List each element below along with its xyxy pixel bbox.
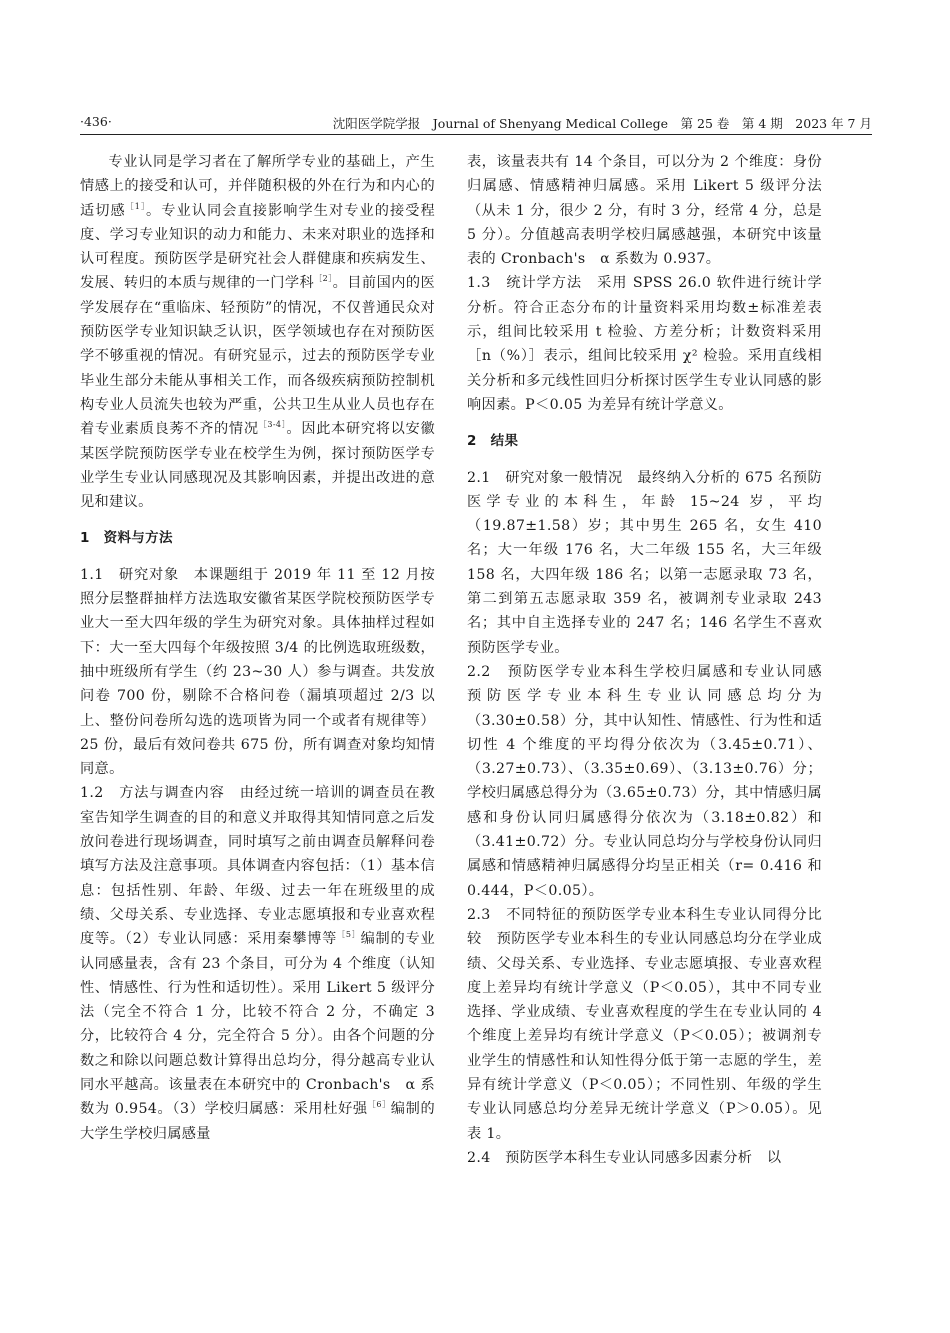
citation-6[interactable]: ［6］: [367, 1100, 391, 1110]
right-column: [467, 150, 837, 1170]
citation-3-4[interactable]: ［3-4］: [258, 420, 287, 430]
journal-info: 沈阳医学院学报 Journal of Shenyang Medical College 第 25 卷 第 4 期 2023 年 7 月: [332, 116, 872, 131]
citation-2[interactable]: ［2］: [314, 274, 333, 284]
section-2-2-paragraph: 2.2 预防医学专业本科生学校归属感和专业认同感 预防医学专业本科生专业认同感总均分为（3.30±0.58）分，其中认知性、情感性、行为性和适切性 4 个维度的平均得分依次为（3.45±0.71）、（3.27±0.73）、（3.35±0.69）、（3.13±0.76）分；学校归属感总得分为（3.65±0.73）分，其中情感归属感和身份认同归属感得分依次为（3.18±0.82）和（3.41±0.72）分。专业认同总均分与学校身份认同归属感和情感精神归属感得分均呈正相关（r= 0.416 和 0.444，P＜0.05）。: [467, 663, 837, 899]
citation-5[interactable]: ［5］: [337, 930, 361, 940]
section-2-heading: 2 结果: [467, 433, 519, 450]
section-1-1-paragraph: 1.1 研究对象 本课题组于 2019 年 11 至 12 月按照分层整群抽样方法选取安徽省某医学院校预防医学专业大一至大四年级的学生为研究对象。具体抽样过程如下：大一至大四每个年级按照 3/4 的比例选取班级数，抽中班级所有学生（约 23~30 人）参与调查。共发放问卷 700 份，剔除不合格问卷（漏填项超过 2/3 以上、整份问卷所勾选的选项皆为同一个或者有规律等）25 份，最后有效问卷共 675 份，所有调查对象均知情同意。: [80, 566, 435, 778]
section-2-1-paragraph: 2.1 研究对象一般情况 最终纳入分析的 675 名预防医学专业的本科生，年龄 15~24 岁，平均（19.87±1.58）岁；其中男生 265 名，女生 410 名；大一年级 176 名，大二年级 155 名，大三年级 158 名，大四年级 186 名；以第一志愿录取 73 名，第二到第五志愿录取 359 名，被调剂专业录取 243 名；其中自主选择专业的 247 名；146 名学生不喜欢预防医学专业。: [467, 469, 822, 656]
running-header: [80, 112, 872, 135]
section-1-3-paragraph: 1.3 统计学方法 采用 SPSS 26.0 软件进行统计学分析。符合正态分布的计量资料采用均数±标准差表示，组间比较采用 t 检验、方差分析；计数资料采用［n（%）］表示，组间比较采用 χ² 检验。采用直线相关分析和多元线性回归分析探讨医学生专业认同感的影响因素。P＜0.05 为差异有统计学意义。: [467, 275, 822, 413]
page-number: ·436·: [80, 114, 112, 129]
section-1-2-paragraph: 1.2 方法与调查内容 由经过统一培训的调查员在教室告知学生调查的目的和意义并取得其知情同意之后发放问卷进行现场调查，同时填写之前由调查员解释问卷填写方法及注意事项。具体调查内容包括：（1）基本信息：包括性别、年龄、年级、过去一年在班级里的成绩、父母关系、专业选择、专业志愿填报和专业喜欢程度等。（2）专业认同感：采用秦攀博等$^{[5]}$编制的专业认同感量表，含有 23 个条目，可分为 4 个维度（认知性、情感性、行为性和适切性）。采用 Likert 5 级评分法（完全不符合 1 分，比较不符合 2 分，不确定 3 分，比较符合 4 分，完全符合 5 分）。由各个问题的分数之和除以问题总数计算得出总均分，得分越高专业认同水平越高。该量表在本研究中的 Cronbach's α 系数为 0.954。（3）学校归属感：采用杜好强$^{[6]}$编制的大学生学校归属感量: [80, 785, 435, 1142]
left-column: [80, 150, 435, 1146]
citation-1[interactable]: ［1］: [125, 201, 147, 211]
continuation-paragraph: 表，该量表共有 14 个条目，可以分为 2 个维度：身份归属感、情感精神归属感。采用 Likert 5 级评分法（从未 1 分，很少 2 分，有时 3 分，经常 4 分，总是 5 分）。分值越高表明学校归属感越强，本研究中该量表的 Cronbach's α 系数为 0.937。: [467, 154, 822, 268]
intro-paragraph: 专业认同是学习者在了解所学专业的基础上，产生情感上的接受和认可，并伴随积极的外在行为和内心的适切感$^{[1]}$。专业认同会直接影响学生对专业的接受程度、学习专业知识的动力和能力、未来对职业的选择和认可程度。预防医学是研究社会人群健康和疾病发生、发展、转归的本质与规律的一门学科$^{[2]}$。目前国内的医学发展存在“重临床、轻预防”的情况，不仅普通民众对预防医学专业知识缺乏认识，医学领域也存在对预防医学不够重视的情况。有研究显示，过去的预防医学专业毕业生部分未能从事相关工作，而各级疾病预防控制机构专业人员流失也较为严重，公共卫生从业人员也存在着专业素质良莠不齐的情况$^{[3-4]}$。因此本研究将以安徽某医学院预防医学专业在校学生为例，探讨预防医学专业学生专业认同感现况及其影响因素，并提出改进的意见和建议。: [80, 154, 436, 511]
section-2-4-paragraph: 2.4 预防医学本科生专业认同感多因素分析 以: [467, 1149, 782, 1166]
section-2-3-paragraph: 2.3 不同特征的预防医学专业本科生专业认同得分比较 预防医学专业本科生的专业认同感总均分在学业成绩、父母关系、专业选择、专业志愿填报、专业喜欢程度上差异均有统计学意义（P＜0.05），其中不同专业选择、学业成绩、专业喜欢程度的学生在专业认同的 4 个维度上差异均有统计学意义（P＜0.05）；被调剂专业学生的情感性和认知性得分低于第一志愿的学生，差异有统计学意义（P＜0.05）；不同性别、年级的学生专业认同感总均分差异无统计学意义（P＞0.05）。见表 1。: [467, 906, 822, 1142]
section-1-heading: 1 资料与方法: [80, 530, 173, 547]
